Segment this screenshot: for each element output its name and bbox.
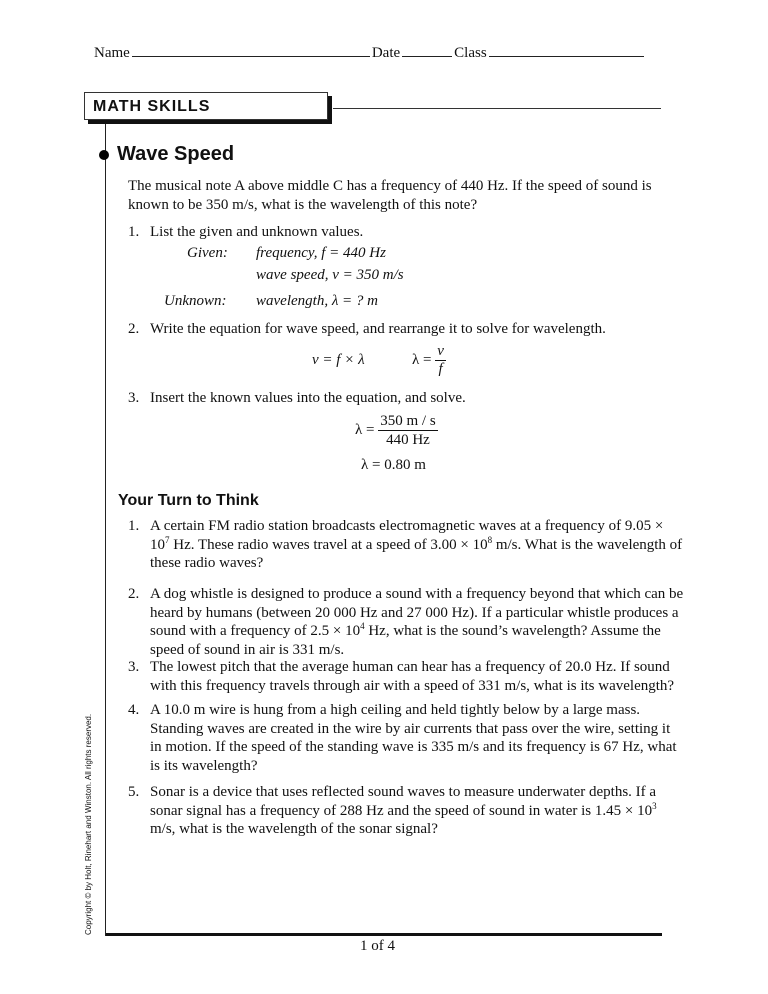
class-field[interactable] [489,42,644,57]
problem-2 [128,585,685,659]
given-speed: wave speed, v = 350 m/s [256,267,404,283]
problem-text: Sonar is a device that uses reflected sound waves to measure underwater depths. If a sonar signal has a frequency of 288 Hz and the speed of sound in water is $1.45 \times 10^3$ m/s, what is the wavelength of the sonar signal? [150,784,657,837]
problem-1 [128,517,685,573]
denominator: 440 Hz [386,432,430,448]
section-heading: Your Turn to Think [118,492,259,509]
step-3 [128,389,685,408]
problem-number: 5. [128,784,140,800]
step-text: List the given and unknown values. [150,224,364,240]
class-label: Class [454,45,487,61]
denominator: f [438,361,443,377]
equation-result: λ = 0.80 m [361,457,426,473]
page-title: Wave Speed [117,143,235,165]
problem-number: 1. [128,518,140,534]
numerator: 350 m / s [380,413,436,429]
equation-solve [355,412,438,449]
copyright-notice: Copyright © by Holt, Rinehart and Winston. All rights reserved. [84,713,93,935]
date-label: Date [371,45,401,61]
problem-4 [128,701,685,775]
problem-text: The lowest pitch that the average human can hear has a frequency of 20.0 Hz. If sound with this frequency travels through air with a speed of 331 m/s, what is its wavelength? [150,659,675,694]
fraction [435,343,446,378]
given-label: Given: [187,245,228,261]
header-fields [94,42,646,62]
step-number: 2. [128,321,140,337]
problem-number: 3. [128,659,140,675]
step-number: 3. [128,390,140,406]
problem-text: A dog whistle is designed to produce a sound with a frequency beyond that which can be heard by humans (between 20 000 Hz and 27 000 Hz). If a particular whistle produces a sound with a frequency of $2.5 \times 10^4$ Hz, what is the sound’s wavelength? Assume the speed of sound in air is 331 m/s. [150,586,684,658]
equation-wave-speed: v = f × λ [312,352,365,368]
problem-number: 4. [128,702,140,718]
step-text: Write the equation for wave speed, and rearrange it to solve for wavelength. [150,321,606,337]
step-2 [128,320,685,339]
unknown-wavelength: wavelength, λ = ? m [256,293,379,309]
margin-rule [105,124,106,936]
page-number: 1 of 4 [360,938,395,954]
problem-text: A 10.0 m wire is hung from a high ceiling and held tightly below by a large mass. Standing waves are created in the wire by air currents that pass over the wire, setting it in motion. If the speed of the standing wave is 335 m/s and its frequency is 67 Hz, what is its wavelength? [150,702,677,774]
fraction [378,412,437,449]
problem-5 [128,783,685,839]
given-frequency: frequency, f = 440 Hz [256,245,386,261]
bullet-icon [99,150,109,160]
eq-lhs: λ = [355,422,375,438]
equation-wavelength [412,343,446,378]
step-number: 1. [128,224,140,240]
numerator: v [437,343,444,359]
section-banner: MATH SKILLS [84,92,328,120]
step-1 [128,223,685,242]
footer-rule [106,933,662,936]
name-field[interactable] [132,42,370,57]
intro-text: The musical note A above middle C has a frequency of 440 Hz. If the speed of sound is known to be 350 m/s, what is the wavelength of this note? [128,178,652,213]
date-field[interactable] [402,42,452,57]
banner-rule [333,108,661,109]
step-text: Insert the known values into the equation, and solve. [150,390,466,406]
name-label: Name [94,45,130,61]
eq-lhs: λ = [412,352,432,368]
problem-text: A certain FM radio station broadcasts electromagnetic waves at a frequency of $9.05 \times 10^7$ Hz. These radio waves travel at a speed of $3.00 \times 10^8$ m/s. What is the wavelength of these radio waves? [150,518,683,571]
unknown-label: Unknown: [164,293,227,309]
problem-number: 2. [128,586,140,602]
problem-3 [128,658,685,695]
